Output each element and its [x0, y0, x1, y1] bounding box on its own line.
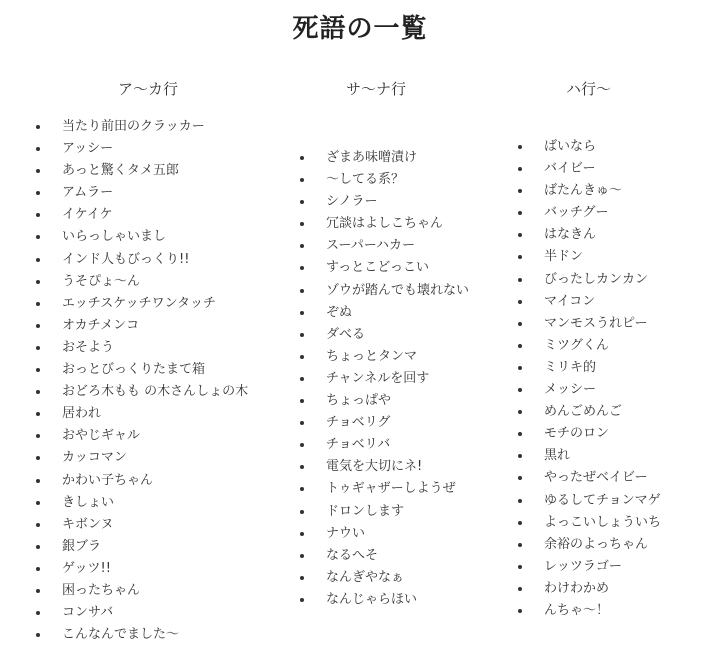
bullet-icon: [36, 346, 40, 350]
term-list-sa-na: [300, 147, 469, 611]
column-heading-a-ka: ア〜カ行: [118, 80, 179, 98]
term-text: ナウい: [326, 525, 366, 541]
bullet-icon: [300, 532, 304, 536]
term-item: [300, 302, 469, 324]
term-text: ばたんきゅ〜: [544, 183, 623, 199]
bullet-icon: [36, 191, 40, 195]
term-item: [36, 271, 248, 293]
bullet-icon: [518, 543, 522, 547]
term-text: やったぜベイビー: [544, 470, 648, 486]
bullet-icon: [518, 278, 522, 282]
bullet-icon: [300, 266, 304, 270]
bullet-icon: [300, 554, 304, 558]
term-item: [36, 492, 248, 514]
term-list-ha: [518, 136, 661, 622]
term-item: [518, 357, 661, 379]
bullet-icon: [36, 633, 40, 637]
term-text: 居われ: [62, 406, 102, 422]
term-item: [36, 381, 248, 403]
term-text: きしょい: [62, 494, 115, 510]
term-text: レッツラゴー: [544, 558, 622, 574]
bullet-icon: [518, 476, 522, 480]
term-text: いらっしゃいまし: [62, 229, 167, 245]
bullet-icon: [300, 289, 304, 293]
term-text: 電気を大切にネ!: [326, 459, 423, 475]
bullet-icon: [300, 510, 304, 514]
term-text: ゾウが踏んでも壊れない: [326, 282, 470, 298]
term-item: [36, 602, 248, 624]
bullet-icon: [36, 412, 40, 416]
term-text: よっこいしょういち: [544, 514, 662, 530]
term-text: チョベリバ: [326, 437, 391, 453]
bullet-icon: [518, 454, 522, 458]
term-text: 冗談はよしこちゃん: [326, 216, 444, 232]
bullet-icon: [36, 501, 40, 505]
term-item: [518, 423, 661, 445]
bullet-icon: [36, 324, 40, 328]
term-text: チャンネルを回す: [326, 370, 430, 386]
term-text: ちょっぱや: [326, 393, 392, 409]
bullet-icon: [36, 258, 40, 262]
bullet-icon: [300, 244, 304, 248]
term-text: おっとびっくりたまて箱: [62, 362, 206, 378]
bullet-icon: [36, 169, 40, 173]
term-item: [518, 490, 661, 512]
term-item: [518, 224, 661, 246]
term-item: [518, 180, 661, 202]
term-item: [300, 390, 469, 412]
term-item: [300, 235, 469, 257]
term-text: エッチスケッチワンタッチ: [62, 295, 217, 311]
term-item: [518, 578, 661, 600]
term-text: インド人もびっくり!!: [62, 251, 190, 267]
term-item: [300, 412, 469, 434]
term-item: [300, 501, 469, 523]
term-text: コンサバ: [62, 605, 114, 621]
bullet-icon: [36, 390, 40, 394]
term-text: なんぎやなぁ: [326, 569, 405, 585]
bullet-icon: [36, 589, 40, 593]
bullet-icon: [518, 366, 522, 370]
term-item: [518, 401, 661, 423]
bullet-icon: [36, 456, 40, 460]
term-text: ミリキ的: [544, 359, 597, 375]
bullet-icon: [518, 410, 522, 414]
term-item: [518, 202, 661, 224]
bullet-icon: [518, 432, 522, 436]
term-item: [518, 445, 661, 467]
term-item: [36, 337, 248, 359]
bullet-icon: [300, 222, 304, 226]
term-text: モチのロン: [544, 426, 610, 442]
term-text: ざまあ味噌漬け: [326, 150, 418, 165]
term-item: [36, 293, 248, 315]
term-text: マイコン: [544, 293, 596, 309]
bullet-icon: [518, 145, 522, 149]
term-text: なんじゃらほい: [326, 591, 418, 607]
term-item: [518, 556, 661, 578]
term-item: [518, 269, 661, 291]
term-item: [300, 213, 469, 235]
bullet-icon: [36, 567, 40, 571]
term-text: めんごめんご: [544, 404, 623, 420]
term-text: あっと驚くタメ五郎: [62, 163, 179, 179]
term-item: [518, 600, 661, 622]
term-item: [518, 534, 661, 556]
term-item: [518, 335, 661, 357]
term-text: 黒れ: [544, 448, 571, 464]
term-text: はなきん: [544, 227, 597, 243]
term-item: [518, 136, 661, 158]
term-text: アムラー: [62, 185, 114, 201]
column-heading-sa-na: サ〜ナ行: [346, 80, 407, 98]
term-item: [36, 624, 248, 646]
term-text: 銀ブラ: [62, 538, 102, 554]
term-item: [36, 447, 248, 469]
term-text: うそぴょ〜ん: [62, 273, 141, 289]
term-text: オカチメンコ: [62, 317, 140, 333]
term-text: ゲッツ!!: [62, 560, 111, 576]
term-text: アッシー: [62, 141, 114, 157]
bullet-icon: [36, 302, 40, 306]
term-item: [36, 536, 248, 558]
bullet-icon: [36, 125, 40, 129]
term-text: ゆるしてチョンマゲ: [544, 492, 661, 508]
term-item: [300, 169, 469, 191]
term-text: バッチグー: [544, 205, 609, 221]
term-text: カッコマン: [62, 450, 127, 466]
term-item: [518, 313, 661, 335]
term-item: [36, 315, 248, 337]
term-text: 困ったちゃん: [62, 582, 141, 598]
term-item: [300, 191, 469, 213]
term-item: [518, 291, 661, 313]
term-text: ミツグくん: [544, 337, 609, 353]
term-text: スーパーハカー: [326, 238, 416, 254]
term-item: [36, 204, 248, 226]
bullet-icon: [518, 233, 522, 237]
term-item: [36, 116, 248, 138]
bullet-icon: [518, 499, 522, 503]
bullet-icon: [518, 565, 522, 569]
term-text: ドロンします: [326, 503, 405, 519]
term-text: 〜してる系？: [326, 172, 405, 188]
term-text: かわい子ちゃん: [62, 472, 154, 488]
term-text: メッシー: [544, 382, 597, 398]
bullet-icon: [300, 311, 304, 315]
term-item: [36, 403, 248, 425]
term-text: おやじギャル: [62, 428, 141, 444]
term-text: おどろ木もも の木さんしょの木: [62, 384, 249, 400]
bullet-icon: [300, 355, 304, 359]
term-text: 半ドン: [544, 249, 584, 265]
term-text: すっとこどっこい: [326, 260, 429, 276]
term-item: [300, 368, 469, 390]
term-item: [36, 182, 248, 204]
term-item: [36, 249, 248, 271]
bullet-icon: [518, 388, 522, 392]
bullet-icon: [300, 421, 304, 425]
term-text: キボンヌ: [62, 516, 114, 532]
term-text: なるへそ: [326, 547, 379, 563]
term-text: ちょっとタンマ: [326, 348, 418, 364]
bullet-icon: [36, 235, 40, 239]
term-text: ダべる: [326, 326, 366, 342]
bullet-icon: [36, 479, 40, 483]
term-item: [300, 478, 469, 500]
bullet-icon: [300, 399, 304, 403]
term-item: [36, 160, 248, 182]
bullet-icon: [300, 200, 304, 204]
term-item: [36, 514, 248, 536]
bullet-icon: [518, 344, 522, 348]
term-text: バイビー: [544, 161, 596, 177]
term-text: トゥギャザーしようぜ: [326, 481, 456, 497]
bullet-icon: [300, 598, 304, 602]
term-text: んちゃ〜！: [544, 602, 610, 618]
bullet-icon: [300, 465, 304, 469]
term-text: わけわかめ: [544, 580, 610, 596]
term-text: ぞぬ: [326, 304, 353, 320]
term-text: びったしカンカン: [544, 271, 649, 287]
bullet-icon: [518, 521, 522, 525]
term-item: [300, 346, 469, 368]
bullet-icon: [36, 434, 40, 438]
bullet-icon: [518, 300, 522, 304]
term-item: [36, 470, 248, 492]
term-text: 余裕のよっちゃん: [544, 536, 649, 552]
column-heading-ha: ハ行〜: [566, 80, 612, 98]
bullet-icon: [300, 487, 304, 491]
term-item: [518, 158, 661, 180]
term-item: [300, 147, 469, 169]
term-item: [300, 257, 469, 279]
term-item: [36, 359, 248, 381]
bullet-icon: [36, 213, 40, 217]
bullet-icon: [36, 280, 40, 284]
bullet-icon: [300, 377, 304, 381]
term-item: [300, 324, 469, 346]
term-text: チョベリグ: [326, 415, 391, 431]
term-item: [518, 467, 661, 489]
bullet-icon: [518, 322, 522, 326]
term-item: [300, 589, 469, 611]
term-text: シノラー: [326, 194, 378, 210]
term-item: [518, 246, 661, 268]
bullet-icon: [518, 211, 522, 215]
term-text: おそよう: [62, 339, 115, 355]
bullet-icon: [300, 178, 304, 182]
bullet-icon: [36, 611, 40, 615]
bullet-icon: [300, 443, 304, 447]
bullet-icon: [518, 189, 522, 193]
term-text: マンモスうれピー: [544, 315, 648, 331]
bullet-icon: [36, 368, 40, 372]
bullet-icon: [36, 545, 40, 549]
bullet-icon: [518, 587, 522, 591]
term-text: イケイケ: [62, 207, 113, 223]
term-item: [518, 512, 661, 534]
bullet-icon: [36, 147, 40, 151]
term-item: [36, 138, 248, 160]
term-text: ばいなら: [544, 139, 597, 154]
bullet-icon: [300, 576, 304, 580]
bullet-icon: [518, 255, 522, 259]
term-item: [36, 580, 248, 602]
term-item: [300, 523, 469, 545]
term-item: [300, 434, 469, 456]
term-item: [300, 280, 469, 302]
term-item: [36, 425, 248, 447]
term-item: [518, 379, 661, 401]
page-title: 死語の一覧: [292, 14, 428, 44]
term-text: 当たり前田のクラッカー: [62, 119, 205, 134]
term-item: [300, 545, 469, 567]
term-text: こんなんでました〜: [62, 627, 180, 643]
term-item: [36, 226, 248, 248]
bullet-icon: [36, 523, 40, 527]
bullet-icon: [518, 167, 522, 171]
term-item: [36, 558, 248, 580]
term-item: [300, 567, 469, 589]
term-list-a-ka: [36, 116, 248, 646]
bullet-icon: [300, 333, 304, 337]
bullet-icon: [300, 156, 304, 160]
term-item: [300, 456, 469, 478]
bullet-icon: [518, 609, 522, 613]
